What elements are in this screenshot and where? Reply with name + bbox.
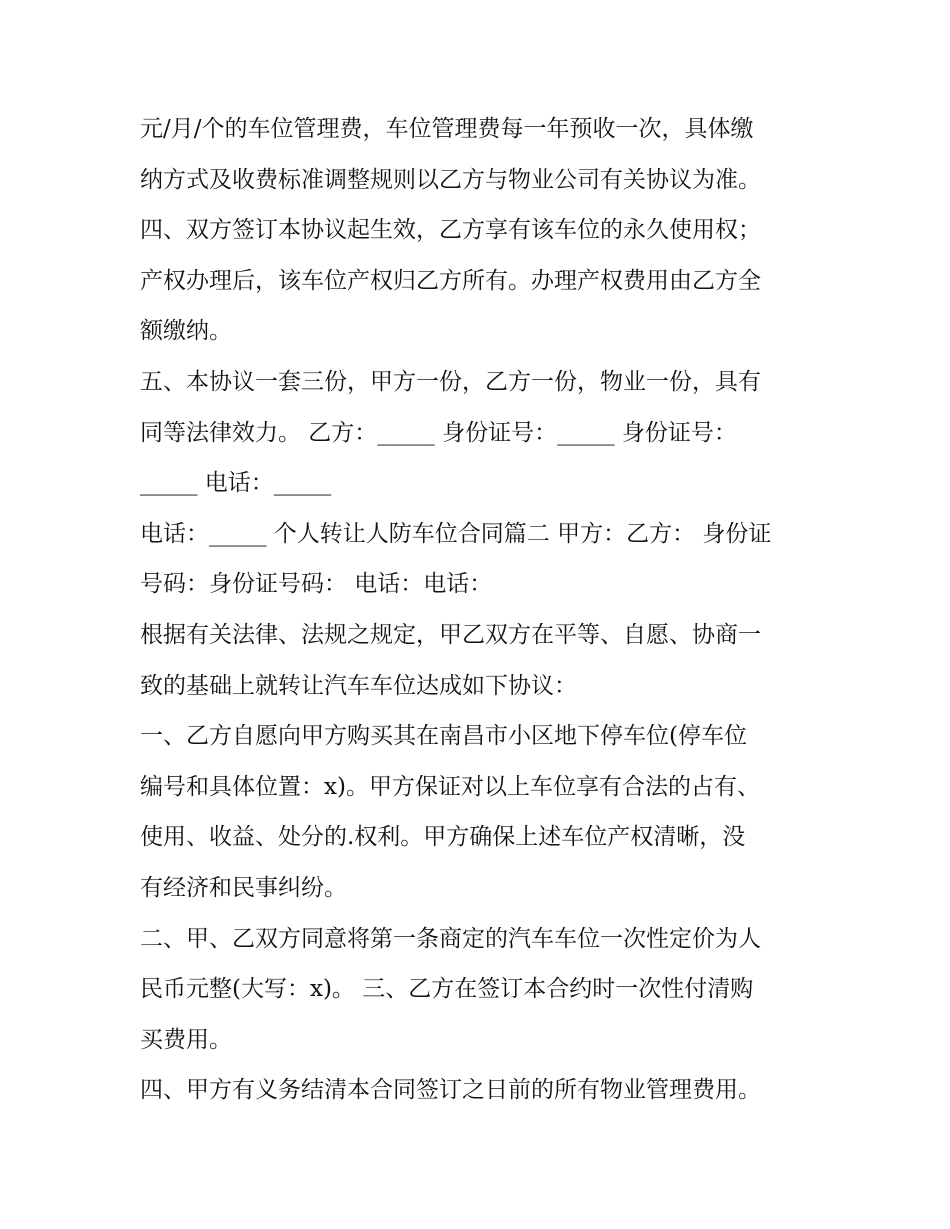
text-line: 一、乙方自愿向甲方购买其在南昌市小区地下停车位(停车位 bbox=[140, 723, 747, 750]
text-line: 使用、收益、处分的.权利。甲方确保上述车位产权清晰，没 bbox=[140, 824, 746, 851]
text-line: 四、双方签订本协议起生效，乙方享有该车位的永久使用权； bbox=[140, 217, 761, 244]
text-line: 纳方式及收费标准调整规则以乙方与物业公司有关协议为准。 bbox=[140, 166, 761, 193]
text-line: 同等法律效力。 乙方：_____ 身份证号：_____ 身份证号： bbox=[140, 419, 737, 446]
text-line: 编号和具体位置：x)。甲方保证对以上车位享有合法的占有、 bbox=[140, 773, 760, 800]
text-line: 额缴纳。 bbox=[140, 318, 232, 345]
text-line: 二、甲、乙双方同意将第一条商定的汽车车位一次性定价为人 bbox=[140, 925, 761, 952]
text-line: 民币元整(大写：x)。 三、乙方在签订本合约时一次性付清购 bbox=[140, 976, 754, 1003]
text-line: 产权办理后，该车位产权归乙方所有。办理产权费用由乙方全 bbox=[140, 267, 761, 294]
text-line: 电话：_____ 个人转让人防车位合同篇二 甲方：乙方： 身份证 bbox=[140, 520, 772, 547]
text-line: 买费用。 bbox=[140, 1026, 232, 1053]
text-line: 四、甲方有义务结清本合同签订之日前的所有物业管理费用。 bbox=[140, 1077, 761, 1104]
document-body bbox=[140, 104, 820, 1116]
text-line: 五、本协议一套三份，甲方一份，乙方一份，物业一份，具有 bbox=[140, 368, 761, 395]
text-line: 有经济和民事纠纷。 bbox=[140, 874, 347, 901]
text-line: 致的基础上就转让汽车车位达成如下协议： bbox=[140, 672, 577, 699]
text-line: 号码：身份证号码： 电话：电话： bbox=[140, 571, 493, 598]
text-line: 元/月/个的车位管理费，车位管理费每一年预收一次，具体缴 bbox=[140, 116, 754, 142]
text-line: 根据有关法律、法规之规定，甲乙双方在平等、自愿、协商一 bbox=[140, 621, 761, 648]
text-line: _____ 电话：_____ bbox=[140, 470, 332, 497]
